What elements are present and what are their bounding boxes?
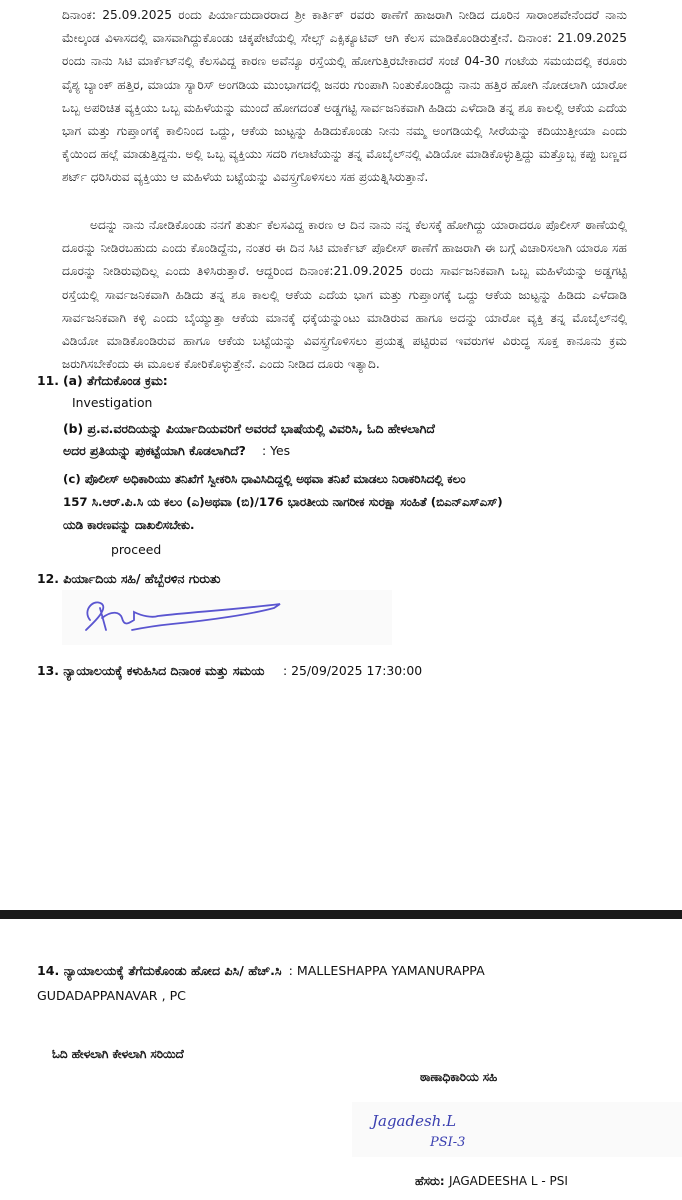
officer-signature-line-1: Jagadesh.L xyxy=(372,1112,457,1130)
section-11c-line2: 157 ಸಿ.ಆರ್.ಪಿ.ಸಿ ಯ ಕಲಂ (ಎ)ಅಥವಾ (ಬಿ)/176 ಭಾರತೀಯ ನಾಗರೀಕ ಸುರಕ್ಷಾ ಸಂಹಿತೆ (ಬಿಎನ್‌ಎಸ್‌ಎಸ್) xyxy=(63,495,503,509)
section-14-value-line1: : MALLESHAPPA YAMANURAPPA xyxy=(288,963,485,978)
section-11b-value: : Yes xyxy=(262,443,291,458)
section-11c-value: proceed xyxy=(111,542,162,557)
section-12-label: 12. ಪಿರ್ಯಾದಿಯ ಸಹಿ/ ಹೆಬ್ಬೆರಳಿನ ಗುರುತು xyxy=(37,571,221,586)
read-verified-note: ಓದಿ ಹೇಳಲಾಗಿ ಕೇಳಲಾಗಿ ಸರಿಯಿದೆ xyxy=(52,1047,184,1061)
officer-name-label: ಹೆಸರು: xyxy=(415,1174,445,1188)
section-11b-line2: ಅದರ ಪ್ರತಿಯನ್ನು ಪುಕಟ್ಟೆಯಾಗಿ ಕೊಡಲಾಗಿದೆ? xyxy=(63,443,246,458)
section-14-value-line2: GUDADAPPANAVAR , PC xyxy=(37,988,186,1003)
section-11c-line1: (c) ಪೊಲೀಸ್ ಅಧಿಕಾರಿಯು ತನಿಖೆಗೆ ಸ್ವೀಕರಿಸಿ ಧಾವಿಸಿದಿದ್ದಲ್ಲಿ ಅಥವಾ ತನಿಖೆ ಮಾಡಲು ನಿರಾಕರಿಸಿದಲ್ಲಿ ಕಲಂ xyxy=(63,472,466,486)
complainant-signature xyxy=(62,590,392,645)
officer-signature-line-2: PSI-3 xyxy=(430,1135,466,1150)
officer-signature-label: ಠಾಣಾಧಿಕಾರಿಯ ಸಹಿ xyxy=(420,1070,498,1084)
section-14 xyxy=(37,958,597,1008)
section-11-number: 11. xyxy=(37,373,59,388)
complainant-signature-scribble xyxy=(62,590,392,645)
section-11a-label: (a) ತೆಗೆದುಕೊಂಡ ಕ್ರಮ: xyxy=(63,373,168,388)
page-divider xyxy=(0,910,682,919)
narrative-paragraph-1: ದಿನಾಂಕ: 25.09.2025 ರಂದು ಪಿರ್ಯಾದುದಾರರಾದ ಶ್ರೀ ಕಾರ್ತಿಕ್ ರವರು ಠಾಣೆಗೆ ಹಾಜರಾಗಿ ನೀಡಿದ ದೂರಿನ ಸಾರಾಂಶವೇನೆಂದರೆ ನಾನು ಮೇಲ್ಕಂಡ ವಿಳಾಸದಲ್ಲಿ ವಾಸವಾಗಿದ್ದುಕೊಂಡು ಚಿಕ್ಕಪೇಟೆಯಲ್ಲಿ ಸೇಲ್ಸ್ ಎಕ್ಸಿಕ್ಯೂಟಿವ್ ಆಗಿ ಕೆಲಸ ಮಾಡಿಕೊಂಡಿರುತ್ತೇನೆ. ದಿನಾಂಕ: 21.09.2025 ರಂದು ನಾನು ಸಿಟಿ ಮಾರ್ಕೆಟ್‌ನಲ್ಲಿ ಕೆಲಸವಿದ್ದ ಕಾರಣ ಅವೆನ್ಯೂ ರಸ್ತೆಯಲ್ಲಿ ಹೋಗುತ್ತಿರಬೇಕಾದರೆ ಸಂಜೆ 04-30 ಗಂಟೆಯ ಸಮಯದಲ್ಲಿ ಕರೂರು ವೈಶ್ಯ ಬ್ಯಾಂಕ್ ಹತ್ತಿರ, ಮಾಯಾ ಸ್ಯಾರಿಸ್ ಅಂಗಡಿಯ ಮುಂಭಾಗದಲ್ಲಿ ಜನರು ಗುಂಪಾಗಿ ನಿಂತುಕೊಂಡಿದ್ದು ನಾನು ಹತ್ತಿರ ಹೋಗಿ ನೋಡಲಾಗಿ ಯಾರೋ ಒಬ್ಬ ಅಪರಿಚಿತ ವ್ಯಕ್ತಿಯು ಒಬ್ಬ ಮಹಿಳೆಯನ್ನು ಮುಂದೆ ಹೋಗದಂತೆ ಅಡ್ಡಗಟ್ಟಿ ಸಾರ್ವಜನಿಕವಾಗಿ ಹಿಡಿದು ಎಳೆದಾಡಿ ತನ್ನ ಶೂ ಕಾಲಲ್ಲಿ ಆಕೆಯ ಎದೆಯ ಭಾಗ ಮತ್ತು ಗುಪ್ತಾಂಗಕ್ಕೆ ಕಾಲಿನಿಂದ ಒದ್ದು, ಆಕೆಯ ಜುಟ್ಟನ್ನು ಹಿಡಿದುಕೊಂಡು ನೀನು ನಮ್ಮ ಅಂಗಡಿಯಲ್ಲಿ ಸೀರೆಯನ್ನು ಕದಿಯುತ್ತೀಯಾ ಎಂದು ಕೈಯಿಂದ ಹಲ್ಲೆ ಮಾಡುತ್ತಿದ್ದನು. ಅಲ್ಲಿ ಒಬ್ಬ ವ್ಯಕ್ತಿಯು ಸದರಿ ಗಲಾಟೆಯನ್ನು ತನ್ನ ಮೊಬೈಲ್‌ನಲ್ಲಿ ವಿಡಿಯೋ ಮಾಡಿಕೊಳ್ಳುತ್ತಿದ್ದು ಮತ್ತೊಬ್ಬ ಕಪ್ಪು ಬಣ್ಣದ ಶರ್ಟ್ ಧರಿಸಿರುವ ವ್ಯಕ್ತಿಯು ಆ ಮಹಿಳೆಯ ಬಟ್ಟೆಯನ್ನು ವಿವಸ್ತ್ರಗೊಳಿಸಲು ಸಹ ಪ್ರಯತ್ನಿಸಿರುತ್ತಾನೆ. xyxy=(62,8,627,185)
narrative-paragraph-2: ಅದನ್ನು ನಾನು ನೋಡಿಕೊಂಡು ನನಗೆ ತುರ್ತು ಕೆಲಸವಿದ್ದ ಕಾರಣ ಆ ದಿನ ನಾನು ನನ್ನ ಕೆಲಸಕ್ಕೆ ಹೋಗಿದ್ದು ಯಾರಾದರೂ ಪೊಲೀಸ್ ಠಾಣೆಯಲ್ಲಿ ದೂರನ್ನು ನೀಡಿರಬಹುದು ಎಂದು ಕೊಂಡಿದ್ದೆನು, ನಂತರ ಈ ದಿನ ಸಿಟಿ ಮಾರ್ಕೆಟ್ ಪೊಲೀಸ್ ಠಾಣೆಗೆ ಹಾಜರಾಗಿ ಈ ಬಗ್ಗೆ ವಿಚಾರಿಸಲಾಗಿ ಯಾರೂ ಸಹ ದೂರನ್ನು ನೀಡಿರುವುದಿಲ್ಲ ಎಂದು ತಿಳಿಸಿರುತ್ತಾರೆ. ಆದ್ದರಿಂದ ದಿನಾಂಕ:21.09.2025 ರಂದು ಸಾರ್ವಜನಿಕವಾಗಿ ಒಬ್ಬ ಮಹಿಳೆಯನ್ನು ಅಡ್ಡಗಟ್ಟಿ ರಸ್ತೆಯಲ್ಲಿ ಸಾರ್ವಜನಿಕವಾಗಿ ಹಿಡಿದು ತನ್ನ ಶೂ ಕಾಲಲ್ಲಿ ಆಕೆಯ ಎದೆಯ ಭಾಗ ಮತ್ತು ಗುಪ್ತಾಂಗಕ್ಕೆ ಒದ್ದು ಆಕೆಯ ಜುಟ್ಟನ್ನು ಹಿಡಿದು ಎಳೆದಾಡಿ ಸಾರ್ವಜನಿಕವಾಗಿ ಕಳ್ಳಿ ಎಂದು ಬೈಯ್ಯುತ್ತಾ ಆಕೆಯ ಮಾನಕ್ಕೆ ಧಕ್ಕೆಯನ್ನುಂಟು ಮಾಡಿರುವ ಹಾಗೂ ಅದನ್ನು ಯಾರೋ ವ್ಯಕ್ತಿ ತನ್ನ ಮೊಬೈಲ್‌ನಲ್ಲಿ ವಿಡಿಯೋ ಮಾಡಿಕೊಂಡಿರುವ ಹಾಗೂ ಆಕೆಯ ಬಟ್ಟೆಯನ್ನು ವಿವಸ್ತ್ರಗೊಳಿಸಲು ಪ್ರಯತ್ನ ಪಟ್ಟಿರುವ ಇವರುಗಳ ವಿರುದ್ಧ ಸೂಕ್ತ ಕಾನೂನು ಕ್ರಮ ಜರುಗಿಸಬೇಕೆಂದು ಈ ಮೂಲಕ ಕೋರಿಕೊಳ್ಳುತ್ತೇನೆ. ಎಂದು ನೀಡಿದ ದೂರು ಇತ್ಯಾದಿ. xyxy=(62,218,627,372)
section-11c-line3: ಯಡಿ ಕಾರಣವನ್ನು ದಾಖಲಿಸಬೇಕು. xyxy=(63,518,195,532)
officer-name-value: JAGADEESHA L - PSI xyxy=(449,1174,568,1188)
section-13-label: 13. ನ್ಯಾಯಾಲಯಕ್ಕೆ ಕಳುಹಿಸಿದ ದಿನಾಂಕ ಮತ್ತು ಸಮಯ xyxy=(37,663,265,678)
section-11b-line1: (b) ಪ್ರ.ವ.ವರದಿಯನ್ನು ಪಿರ್ಯಾದಿಯವರಿಗೆ ಅವರದೆ ಭಾಷೆಯಲ್ಲಿ ವಿವರಿಸಿ, ಓದಿ ಹೇಳಲಾಗಿದೆ xyxy=(63,421,435,436)
officer-signature xyxy=(352,1102,682,1157)
officer-signature-scribble xyxy=(352,1102,682,1157)
section-14-label: 14. ನ್ಯಾಯಾಲಯಕ್ಕೆ ತೆಗೆದುಕೊಂಡು ಹೋದ ಪಿಸಿ/ ಹೆಚ್.ಸಿ xyxy=(37,963,282,978)
section-11a-value: Investigation xyxy=(72,395,153,410)
section-13-value: : 25/09/2025 17:30:00 xyxy=(283,663,423,678)
